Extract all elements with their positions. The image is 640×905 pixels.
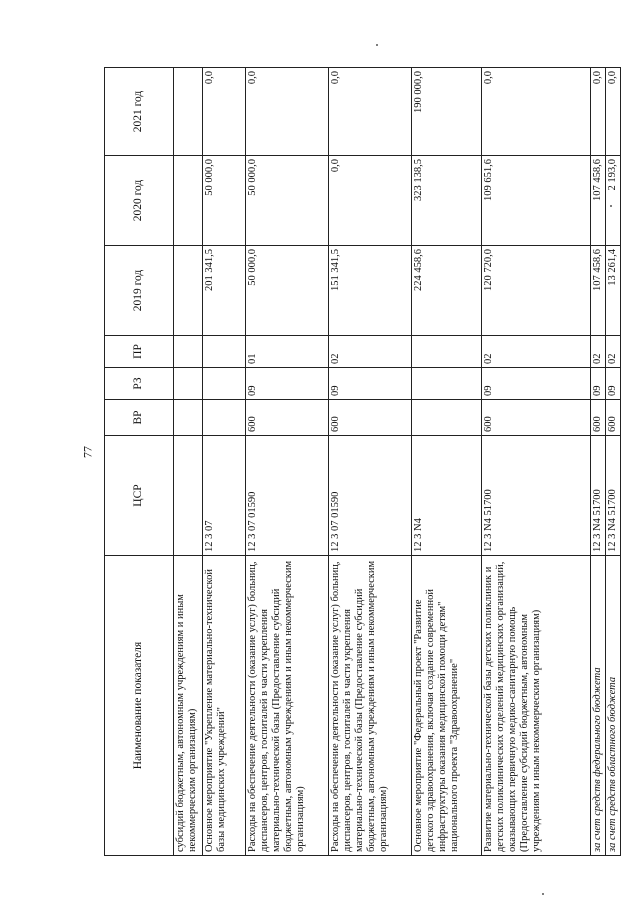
row-name: за счет средств областного бюджета (606, 556, 621, 856)
row-2020 (174, 156, 203, 246)
budget-table-container (104, 68, 619, 856)
header-csr: ЦСР (105, 436, 174, 556)
row-vr: 600 (606, 400, 621, 436)
row-csr: 12 3 N4 (412, 436, 482, 556)
row-2021: 0,0 (591, 68, 606, 156)
table-header-row (105, 68, 174, 856)
row-2021: 0,0 (329, 68, 412, 156)
row-vr (174, 400, 203, 436)
row-2021: 0,0 (246, 68, 329, 156)
row-rz (174, 368, 203, 400)
row-2021 (174, 68, 203, 156)
row-2019 (174, 246, 203, 336)
row-csr: 12 3 07 01590 (246, 436, 329, 556)
header-2019: 2019 год (105, 246, 174, 336)
table-row (412, 68, 482, 856)
row-name: Расходы на обеспечение деятельности (оказание услуг) больниц, диспансеров, центров, госпиталей в части укрепления материально-технической базы (Предоставление субсидий бюджетным, автономным учреждениям и иным некоммерческим организациям) (329, 556, 412, 856)
row-rz (412, 368, 482, 400)
row-pr: 02 (329, 336, 412, 368)
row-pr: 02 (482, 336, 591, 368)
row-name: за счет средств федерального бюджета (591, 556, 606, 856)
row-vr: 600 (591, 400, 606, 436)
row-2019: 151 341,5 (329, 246, 412, 336)
row-csr: 12 3 07 (203, 436, 246, 556)
row-2020: 2 193,0 (606, 156, 621, 246)
table-row (246, 68, 329, 856)
row-csr: 12 3 N4 51700 (591, 436, 606, 556)
header-vr: ВР (105, 400, 174, 436)
row-2020: 109 651,6 (482, 156, 591, 246)
row-2019: 107 458,6 (591, 246, 606, 336)
table-row (174, 68, 203, 856)
row-2021: 0,0 (606, 68, 621, 156)
row-2020: 107 458,6 (591, 156, 606, 246)
row-vr: 600 (246, 400, 329, 436)
row-2020: 0,0 (329, 156, 412, 246)
row-pr (412, 336, 482, 368)
row-rz: 09 (606, 368, 621, 400)
header-pr: ПР (105, 336, 174, 368)
table-row (606, 68, 621, 856)
row-rz: 09 (591, 368, 606, 400)
row-rz (203, 368, 246, 400)
row-2019: 120 720,0 (482, 246, 591, 336)
row-csr: 12 3 N4 51700 (482, 436, 591, 556)
row-pr (203, 336, 246, 368)
row-pr: 02 (591, 336, 606, 368)
row-vr: 600 (482, 400, 591, 436)
row-2019: 201 341,5 (203, 246, 246, 336)
row-rz: 09 (482, 368, 591, 400)
row-2021: 190 000,0 (412, 68, 482, 156)
header-2021: 2021 год (105, 68, 174, 156)
row-2021: 0,0 (482, 68, 591, 156)
budget-table (104, 67, 621, 856)
row-2020: 50 000,0 (246, 156, 329, 246)
row-csr: 12 3 N4 51700 (606, 436, 621, 556)
scan-speck (542, 893, 544, 895)
row-csr (174, 436, 203, 556)
header-2020: 2020 год (105, 156, 174, 246)
header-rz: РЗ (105, 368, 174, 400)
row-name: Расходы на обеспечение деятельности (оказание услуг) больниц, диспансеров, центров, госпиталей в части укрепления материально-технической базы (Предоставление субсидий бюджетным, автономным учреждениям и иным некоммерческим организациям) (246, 556, 329, 856)
row-vr: 600 (329, 400, 412, 436)
row-vr (203, 400, 246, 436)
header-name: Наименование показателя (105, 556, 174, 856)
row-2019: 50 000,0 (246, 246, 329, 336)
row-2019: 13 261,4 (606, 246, 621, 336)
row-rz: 09 (246, 368, 329, 400)
row-csr: 12 3 07 01590 (329, 436, 412, 556)
row-name: Основное мероприятие "Федеральный проект "Развитие детского здравоохранения, включая создание современной инфраструктуры оказания медицинской помощи детям" национального проекта "Здравоохранение" (412, 556, 482, 856)
scan-speck (610, 205, 612, 207)
row-vr (412, 400, 482, 436)
row-name: Основное мероприятие "Укрепление материально-технической базы медицинских учреждений" (203, 556, 246, 856)
table-row (591, 68, 606, 856)
scan-speck (376, 44, 378, 46)
row-2020: 50 000,0 (203, 156, 246, 246)
row-2020: 323 138,5 (412, 156, 482, 246)
table-row (203, 68, 246, 856)
row-2021: 0,0 (203, 68, 246, 156)
row-pr: 01 (246, 336, 329, 368)
row-name: субсидий бюджетным, автономным учреждениям и иным некоммерческим организациям) (174, 556, 203, 856)
table-row (482, 68, 591, 856)
row-pr: 02 (606, 336, 621, 368)
row-rz: 09 (329, 368, 412, 400)
row-name: Развитие материально-технической базы детских поликлиник и детских поликлинических отделений медицинских организаций, оказывающих первичную медико-санитарную помощь (Предоставление субсидий бюджетным, автономным учреждениям и иным некоммерческим организациям) (482, 556, 591, 856)
row-pr (174, 336, 203, 368)
page-number: 77 (80, 446, 95, 458)
row-2019: 224 458,6 (412, 246, 482, 336)
table-row (329, 68, 412, 856)
